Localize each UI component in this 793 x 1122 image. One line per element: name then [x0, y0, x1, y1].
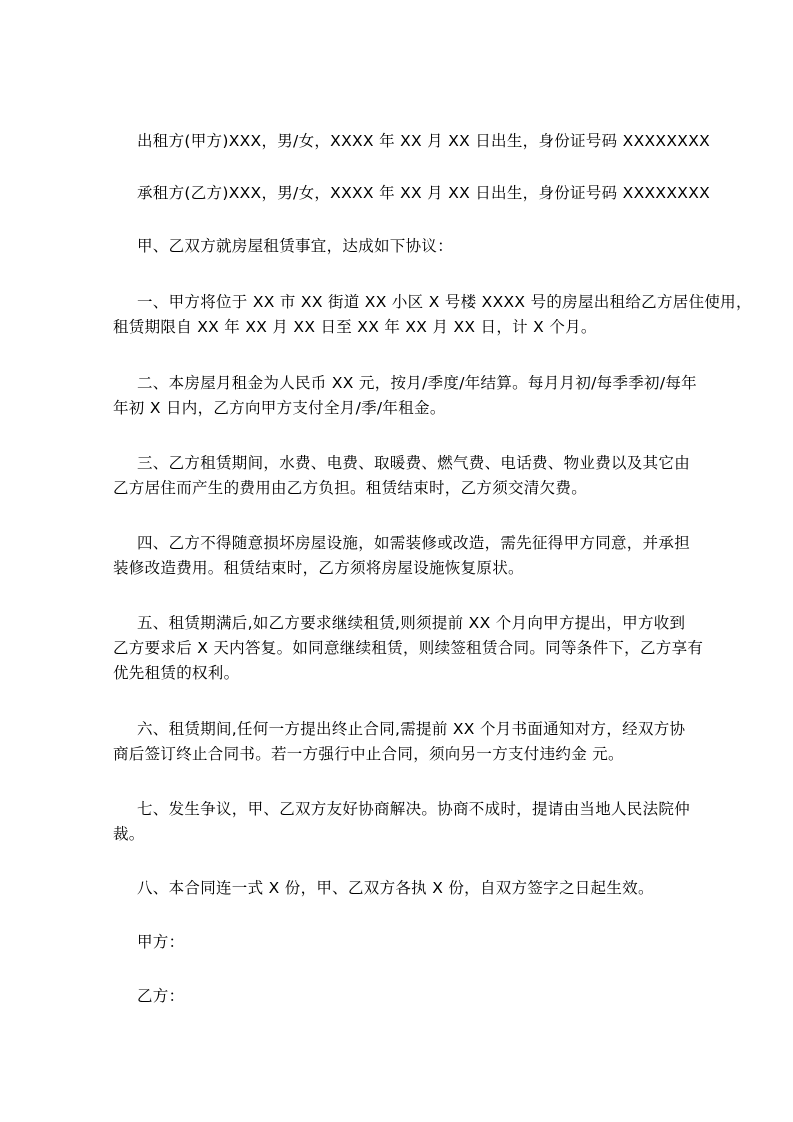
clause-line: 二、本房屋月租金为人民币 XX 元，按月/季度/年结算。每月月初/每季季初/每年: [137, 374, 697, 392]
clause-line: 三、乙方租赁期间，水费、电费、取暖费、燃气费、电话费、物业费以及其它由: [137, 454, 691, 472]
clause-8: 八、本合同连一式 X 份，甲、乙双方各执 X 份，自双方签字之日起生效。: [137, 879, 654, 897]
clause-line: 六、租赁期间,任何一方提出终止合同,需提前 XX 个月书面通知对方，经双方协: [137, 720, 686, 738]
signature-party-a: 甲方：: [137, 933, 185, 951]
clause-line: 四、乙方不得随意损坏房屋设施，如需装修或改造，需先征得甲方同意，并承担: [137, 534, 691, 552]
lessor-line: 出租方(甲方)XXX，男/女，XXXX 年 XX 月 XX 日出生，身份证号码 XXXXXXXX: [137, 132, 711, 150]
signature-party-b: 乙方：: [137, 987, 185, 1005]
clause-line: 乙方要求后 X 天内答复。如同意继续租赁，则续签租赁合同。同等条件下，乙方享有: [113, 639, 704, 657]
clause-line: 优先租赁的权利。: [113, 664, 240, 682]
clause-line: 七、发生争议，甲、乙双方友好协商解决。协商不成时，提请由当地人民法院仲: [137, 800, 691, 818]
clause-line: 商后签订终止合同书。若一方强行中止合同，须向另一方支付违约金 元。: [113, 745, 624, 763]
clause-line: 裁。: [113, 825, 145, 843]
intro-line: 甲、乙双方就房屋租赁事宜，达成如下协议：: [137, 237, 454, 255]
lessee-line: 承租方(乙方)XXX，男/女，XXXX 年 XX 月 XX 日出生，身份证号码 XXXXXXXX: [137, 184, 711, 202]
clause-line: 年初 X 日内，乙方向甲方支付全月/季/年租金。: [113, 399, 446, 417]
clause-line: 装修改造费用。租赁结束时，乙方须将房屋设施恢复原状。: [113, 559, 524, 577]
clause-line: 一、甲方将位于 XX 市 XX 街道 XX 小区 X 号楼 XXXX 号的房屋出租给乙方居住使用，: [137, 293, 752, 311]
clause-line: 五、租赁期满后,如乙方要求继续租赁,则须提前 XX 个月向甲方提出，甲方收到: [137, 614, 686, 632]
clause-line: 乙方居住而产生的费用由乙方负担。租赁结束时，乙方须交清欠费。: [113, 479, 588, 497]
clause-line: 租赁期限自 XX 年 XX 月 XX 日至 XX 年 XX 月 XX 日，计 X 个月。: [113, 318, 597, 336]
